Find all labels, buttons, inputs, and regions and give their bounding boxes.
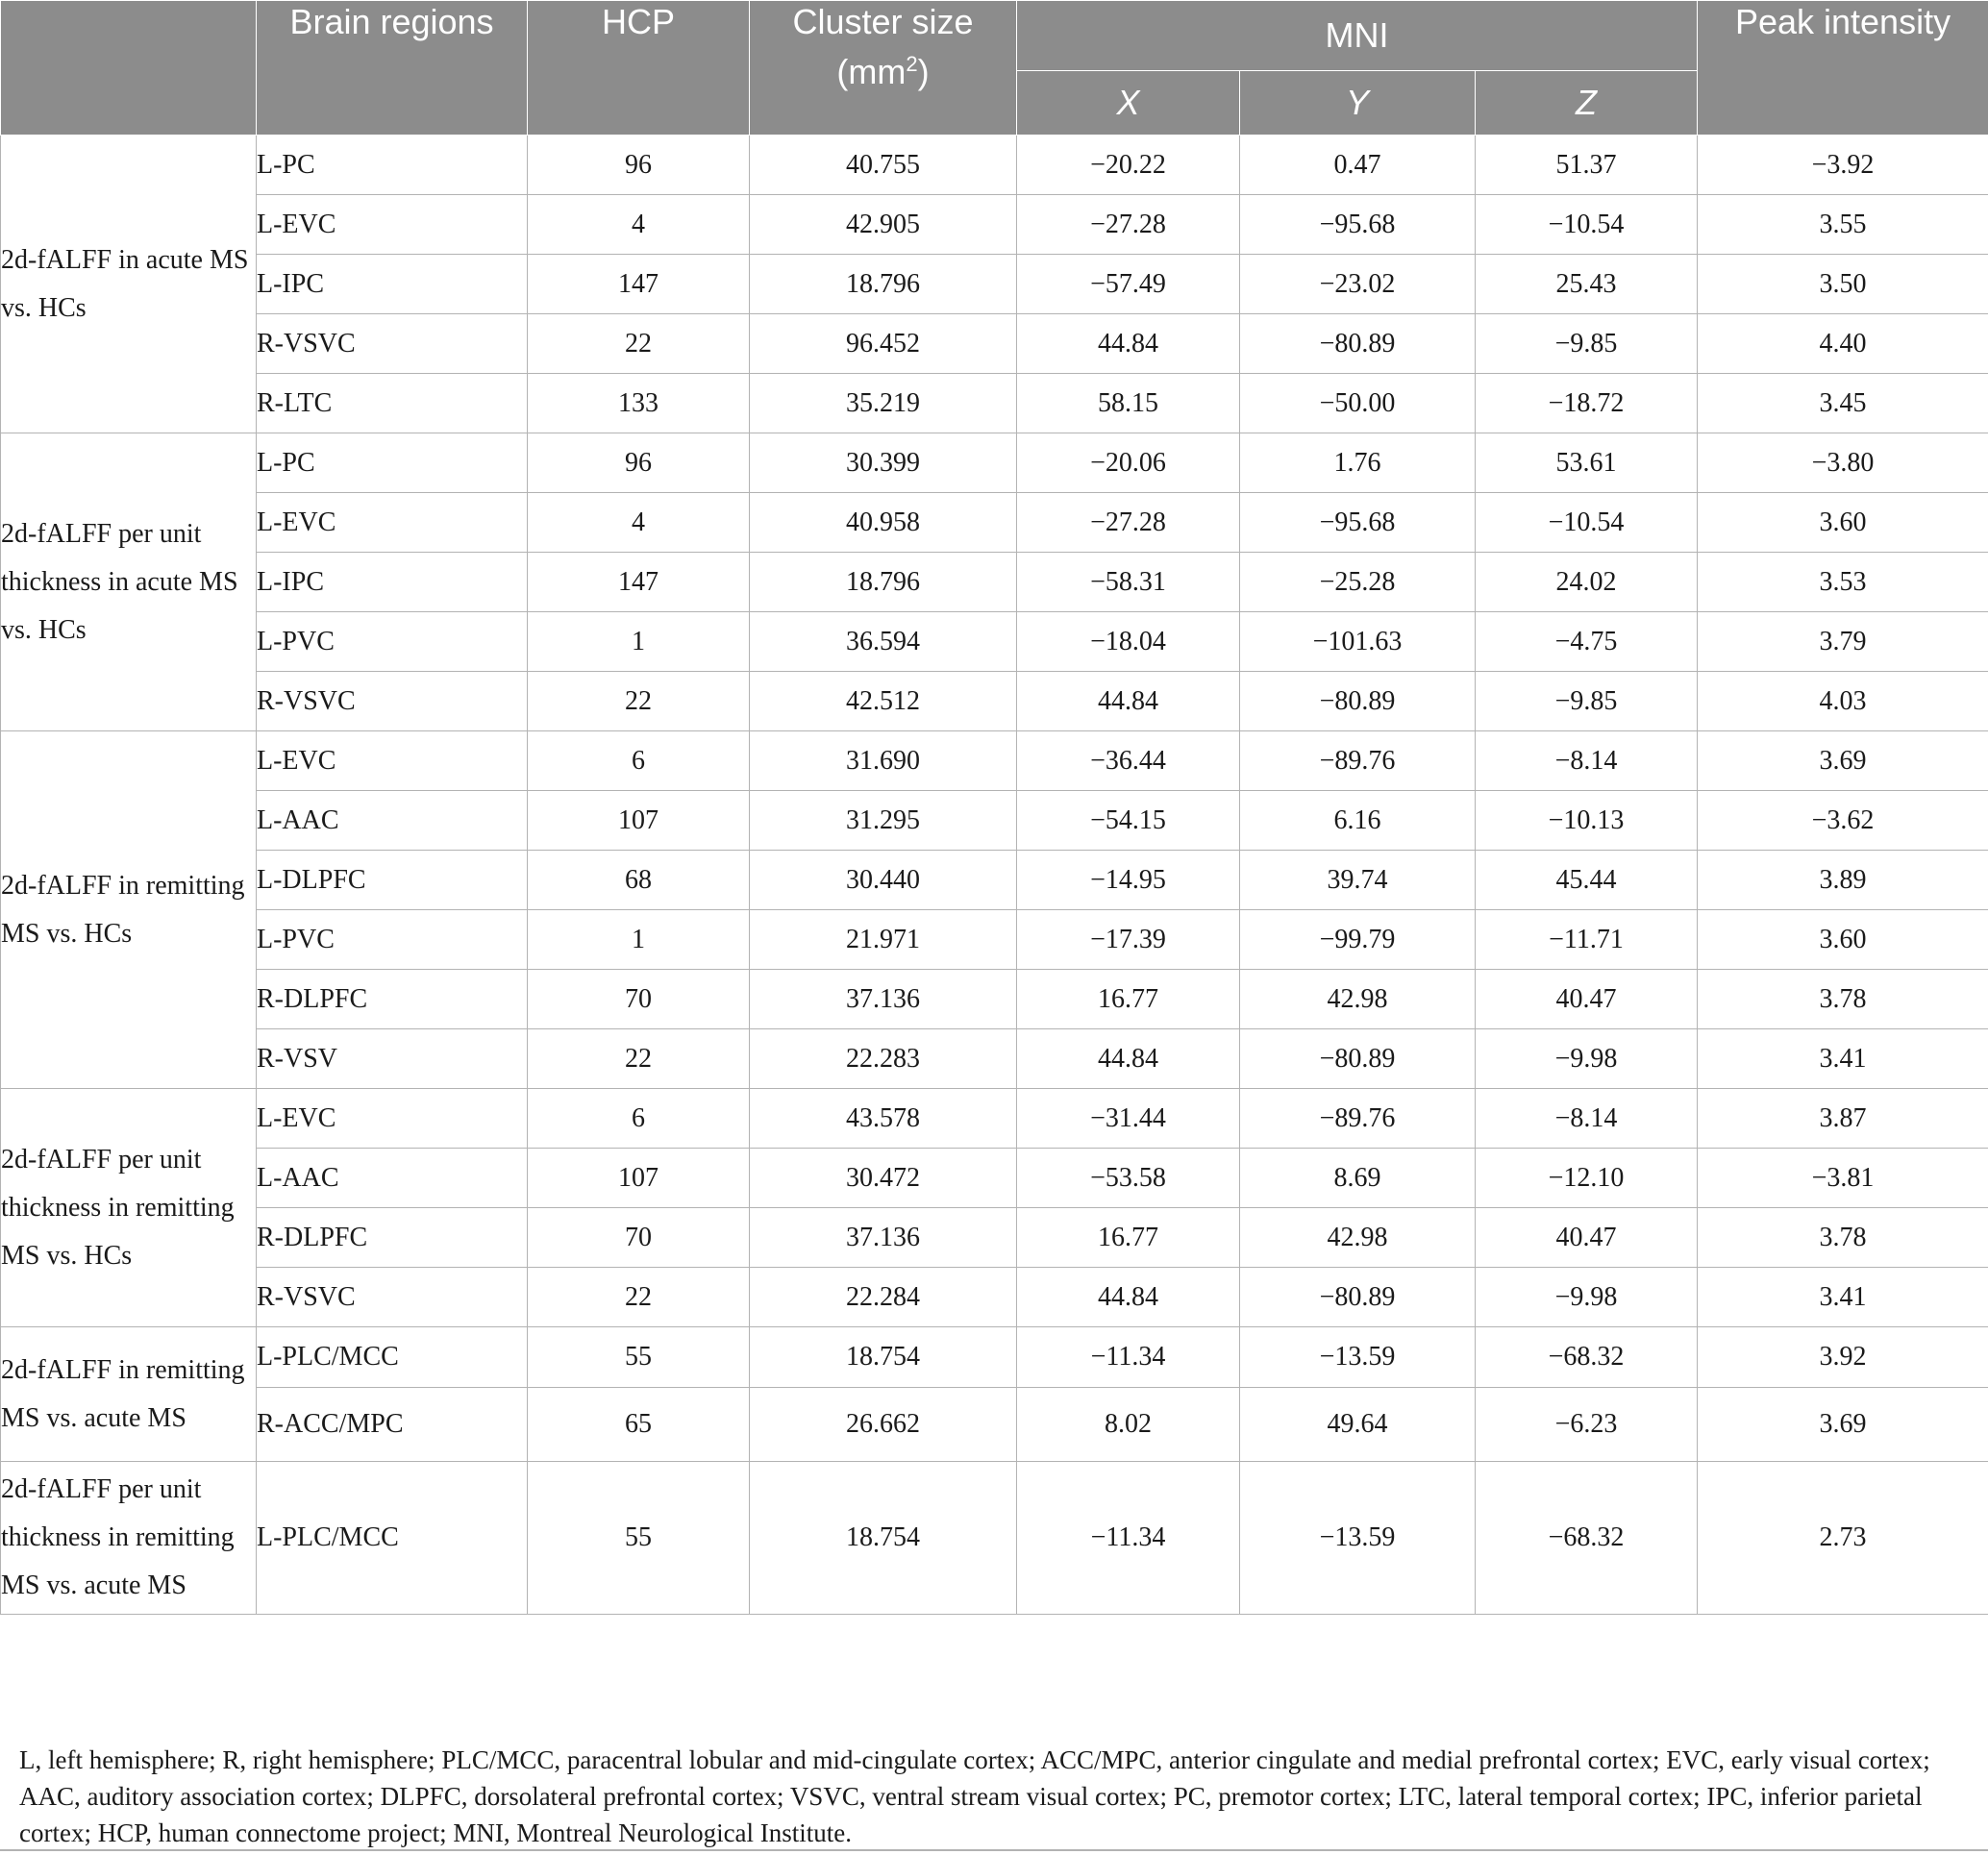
group-label: 2d-fALFF in remitting MS vs. HCs [1, 731, 257, 1089]
mni-z-cell: 24.02 [1476, 553, 1698, 612]
cluster-size-cell: 36.594 [750, 612, 1017, 672]
hcp-cell: 22 [528, 672, 750, 731]
mni-y-cell: −101.63 [1240, 612, 1476, 672]
table-row [1, 1029, 1988, 1089]
brain-region-cell: R-DLPFC [257, 1208, 528, 1268]
mni-x-cell: 16.77 [1017, 970, 1240, 1029]
cluster-size-cell: 40.755 [750, 136, 1017, 195]
mni-z-cell: −9.85 [1476, 672, 1698, 731]
table-row [1, 1268, 1988, 1327]
table-row [1, 851, 1988, 910]
brain-region-cell: L-AAC [257, 791, 528, 851]
peak-intensity-cell: 3.41 [1698, 1029, 1988, 1089]
mni-y-cell: 1.76 [1240, 433, 1476, 493]
mni-y-cell: −95.68 [1240, 195, 1476, 255]
header-cluster-size [750, 1, 1017, 136]
peak-intensity-cell: 3.55 [1698, 195, 1988, 255]
cluster-size-cell: 37.136 [750, 1208, 1017, 1268]
peak-intensity-cell: 3.69 [1698, 731, 1988, 791]
peak-intensity-cell: −3.92 [1698, 136, 1988, 195]
mni-x-cell: −53.58 [1017, 1149, 1240, 1208]
peak-intensity-cell: 3.60 [1698, 493, 1988, 553]
table-row [1, 1462, 1988, 1615]
table-row [1, 433, 1988, 493]
table-row [1, 791, 1988, 851]
bottom-rule [0, 1849, 1988, 1851]
peak-intensity-cell: 3.89 [1698, 851, 1988, 910]
brain-region-cell: R-VSVC [257, 314, 528, 374]
peak-intensity-cell: 3.45 [1698, 374, 1988, 433]
cluster-size-cell: 43.578 [750, 1089, 1017, 1149]
mni-z-cell: −8.14 [1476, 1089, 1698, 1149]
peak-intensity-cell: −3.80 [1698, 433, 1988, 493]
hcp-cell: 70 [528, 970, 750, 1029]
table-row [1, 1089, 1988, 1149]
mni-x-cell: −18.04 [1017, 612, 1240, 672]
table-row [1, 672, 1988, 731]
table-row [1, 136, 1988, 195]
table-row [1, 314, 1988, 374]
mni-x-cell: 58.15 [1017, 374, 1240, 433]
brain-region-cell: R-DLPFC [257, 970, 528, 1029]
peak-intensity-cell: 3.78 [1698, 1208, 1988, 1268]
peak-intensity-cell: −3.62 [1698, 791, 1988, 851]
brain-region-cell: R-ACC/MPC [257, 1388, 528, 1462]
cluster-size-cell: 31.295 [750, 791, 1017, 851]
mni-x-cell: −20.22 [1017, 136, 1240, 195]
mni-z-cell: 40.47 [1476, 970, 1698, 1029]
brain-region-cell: L-EVC [257, 493, 528, 553]
mni-z-cell: −4.75 [1476, 612, 1698, 672]
mni-x-cell: −31.44 [1017, 1089, 1240, 1149]
peak-intensity-cell: 3.50 [1698, 255, 1988, 314]
brain-region-cell: L-PVC [257, 612, 528, 672]
cluster-size-label: Cluster size [792, 2, 974, 41]
hcp-cell: 1 [528, 612, 750, 672]
cluster-size-cell: 40.958 [750, 493, 1017, 553]
hcp-cell: 4 [528, 493, 750, 553]
hcp-cell: 22 [528, 1029, 750, 1089]
mni-y-cell: −80.89 [1240, 1268, 1476, 1327]
mni-x-cell: 44.84 [1017, 1029, 1240, 1089]
table-row [1, 195, 1988, 255]
mni-x-cell: −36.44 [1017, 731, 1240, 791]
hcp-cell: 4 [528, 195, 750, 255]
table-row [1, 1208, 1988, 1268]
brain-region-cell: L-PC [257, 433, 528, 493]
brain-region-cell: L-DLPFC [257, 851, 528, 910]
cluster-size-cell: 30.399 [750, 433, 1017, 493]
cluster-size-cell: 30.440 [750, 851, 1017, 910]
cluster-size-cell: 42.905 [750, 195, 1017, 255]
table-row [1, 970, 1988, 1029]
table-row [1, 553, 1988, 612]
brain-region-cell: L-PLC/MCC [257, 1462, 528, 1615]
mni-y-cell: 6.16 [1240, 791, 1476, 851]
cluster-size-unit [750, 43, 1016, 93]
mni-z-cell: −9.98 [1476, 1029, 1698, 1089]
group-label: 2d-fALFF in acute MS vs. HCs [1, 136, 257, 433]
cluster-size-cell: 31.690 [750, 731, 1017, 791]
mni-z-cell: −10.54 [1476, 493, 1698, 553]
header-x: X [1017, 71, 1240, 136]
cluster-size-cell: 18.754 [750, 1327, 1017, 1388]
mni-x-cell: 44.84 [1017, 1268, 1240, 1327]
header-hcp: HCP [528, 1, 750, 136]
cluster-unit-text: (mm [836, 52, 907, 91]
hcp-cell: 55 [528, 1462, 750, 1615]
group-label: 2d-fALFF per unit thickness in acute MS vs. HCs [1, 433, 257, 731]
cluster-size-cell: 21.971 [750, 910, 1017, 970]
header-y: Y [1240, 71, 1476, 136]
mni-x-cell: −20.06 [1017, 433, 1240, 493]
mni-x-cell: −27.28 [1017, 195, 1240, 255]
group-label: 2d-fALFF per unit thickness in remitting MS vs. acute MS [1, 1462, 257, 1615]
peak-intensity-cell: 3.53 [1698, 553, 1988, 612]
hcp-cell: 1 [528, 910, 750, 970]
mni-y-cell: −95.68 [1240, 493, 1476, 553]
mni-y-cell: 39.74 [1240, 851, 1476, 910]
brain-region-cell: L-PLC/MCC [257, 1327, 528, 1388]
brain-region-cell: R-VSVC [257, 672, 528, 731]
mni-z-cell: −18.72 [1476, 374, 1698, 433]
hcp-cell: 22 [528, 1268, 750, 1327]
mni-z-cell: −68.32 [1476, 1462, 1698, 1615]
peak-intensity-cell: 3.79 [1698, 612, 1988, 672]
cluster-size-cell: 35.219 [750, 374, 1017, 433]
brain-region-cell: L-EVC [257, 195, 528, 255]
cluster-size-cell: 18.754 [750, 1462, 1017, 1615]
mni-y-cell: 49.64 [1240, 1388, 1476, 1462]
table-row [1, 612, 1988, 672]
mni-z-cell: 51.37 [1476, 136, 1698, 195]
mni-x-cell: −14.95 [1017, 851, 1240, 910]
hcp-cell: 107 [528, 1149, 750, 1208]
group-label: 2d-fALFF in remitting MS vs. acute MS [1, 1327, 257, 1462]
brain-region-cell: L-PVC [257, 910, 528, 970]
cluster-unit-sup: 2 [906, 52, 918, 76]
mni-z-cell: −9.85 [1476, 314, 1698, 374]
mni-x-cell: 8.02 [1017, 1388, 1240, 1462]
header-mni: MNI [1017, 1, 1698, 71]
hcp-cell: 133 [528, 374, 750, 433]
hcp-cell: 107 [528, 791, 750, 851]
mni-z-cell: −11.71 [1476, 910, 1698, 970]
table-body [1, 136, 1988, 1615]
mni-y-cell: −89.76 [1240, 731, 1476, 791]
mni-z-cell: 40.47 [1476, 1208, 1698, 1268]
table-row [1, 1388, 1988, 1462]
cluster-size-cell: 22.284 [750, 1268, 1017, 1327]
peak-intensity-cell: −3.81 [1698, 1149, 1988, 1208]
mni-x-cell: −11.34 [1017, 1327, 1240, 1388]
peak-intensity-cell: 4.40 [1698, 314, 1988, 374]
mni-z-cell: −9.98 [1476, 1268, 1698, 1327]
mni-x-cell: 16.77 [1017, 1208, 1240, 1268]
brain-region-cell: L-EVC [257, 1089, 528, 1149]
mni-z-cell: −6.23 [1476, 1388, 1698, 1462]
peak-intensity-cell: 4.03 [1698, 672, 1988, 731]
hcp-cell: 96 [528, 136, 750, 195]
mni-y-cell: −25.28 [1240, 553, 1476, 612]
mni-z-cell: 25.43 [1476, 255, 1698, 314]
brain-region-cell: R-VSVC [257, 1268, 528, 1327]
peak-intensity-cell: 3.78 [1698, 970, 1988, 1029]
brain-region-cell: R-LTC [257, 374, 528, 433]
mni-y-cell: −23.02 [1240, 255, 1476, 314]
header-peak-intensity: Peak intensity [1698, 1, 1988, 136]
mni-z-cell: −10.13 [1476, 791, 1698, 851]
cluster-size-cell: 37.136 [750, 970, 1017, 1029]
brain-region-cell: L-EVC [257, 731, 528, 791]
cluster-size-cell: 22.283 [750, 1029, 1017, 1089]
mni-x-cell: −11.34 [1017, 1462, 1240, 1615]
brain-region-cell: L-IPC [257, 553, 528, 612]
mni-y-cell: 0.47 [1240, 136, 1476, 195]
header-brain-regions: Brain regions [257, 1, 528, 136]
mni-y-cell: −80.89 [1240, 314, 1476, 374]
brain-region-cell: L-IPC [257, 255, 528, 314]
hcp-cell: 55 [528, 1327, 750, 1388]
cluster-size-cell: 30.472 [750, 1149, 1017, 1208]
peak-intensity-cell: 3.69 [1698, 1388, 1988, 1462]
mni-x-cell: 44.84 [1017, 672, 1240, 731]
mni-y-cell: 8.69 [1240, 1149, 1476, 1208]
hcp-cell: 70 [528, 1208, 750, 1268]
table-row [1, 374, 1988, 433]
mni-y-cell: −99.79 [1240, 910, 1476, 970]
table-footnote: L, left hemisphere; R, right hemisphere; PLC/MCC, paracentral lobular and mid-cingulate cortex; ACC/MPC, anterior cingulate and medial prefrontal cortex; EVC, early visual cortex; AAC, auditory association cortex; DLPFC, dorsolateral prefrontal cortex; VSVC, ventral stream visual cortex; PC, premotor cortex; LTC, lateral temporal cortex; IPC, inferior parietal cortex; HCP, human connectome project; MNI, Montreal Neurological Institute. [19, 1745, 1930, 1847]
table-row [1, 1149, 1988, 1208]
cluster-size-cell: 42.512 [750, 672, 1017, 731]
peak-intensity-cell: 3.41 [1698, 1268, 1988, 1327]
group-label: 2d-fALFF per unit thickness in remitting MS vs. HCs [1, 1089, 257, 1327]
hcp-cell: 6 [528, 1089, 750, 1149]
table-header [1, 1, 1988, 136]
mni-y-cell: −89.76 [1240, 1089, 1476, 1149]
hcp-cell: 96 [528, 433, 750, 493]
mni-y-cell: 42.98 [1240, 1208, 1476, 1268]
table-row [1, 910, 1988, 970]
mni-x-cell: −17.39 [1017, 910, 1240, 970]
hcp-cell: 147 [528, 553, 750, 612]
hcp-cell: 147 [528, 255, 750, 314]
brain-region-cell: L-AAC [257, 1149, 528, 1208]
brain-region-cell: R-VSV [257, 1029, 528, 1089]
peak-intensity-cell: 2.73 [1698, 1462, 1988, 1615]
mni-y-cell: 42.98 [1240, 970, 1476, 1029]
hcp-cell: 65 [528, 1388, 750, 1462]
table-row [1, 255, 1988, 314]
table-row [1, 493, 1988, 553]
mni-z-cell: −12.10 [1476, 1149, 1698, 1208]
mni-z-cell: 53.61 [1476, 433, 1698, 493]
mni-y-cell: −50.00 [1240, 374, 1476, 433]
table-row [1, 1327, 1988, 1388]
mni-x-cell: −57.49 [1017, 255, 1240, 314]
peak-intensity-cell: 3.92 [1698, 1327, 1988, 1388]
header-z: Z [1476, 71, 1698, 136]
cluster-size-cell: 18.796 [750, 255, 1017, 314]
mni-x-cell: −27.28 [1017, 493, 1240, 553]
mni-x-cell: 44.84 [1017, 314, 1240, 374]
mni-y-cell: −80.89 [1240, 1029, 1476, 1089]
header-group [1, 1, 257, 136]
hcp-cell: 22 [528, 314, 750, 374]
cluster-unit-close: ) [917, 52, 930, 91]
peak-intensity-cell: 3.87 [1698, 1089, 1988, 1149]
mni-x-cell: −54.15 [1017, 791, 1240, 851]
cluster-size-cell: 26.662 [750, 1388, 1017, 1462]
hcp-cell: 6 [528, 731, 750, 791]
mni-y-cell: −13.59 [1240, 1327, 1476, 1388]
cluster-size-cell: 18.796 [750, 553, 1017, 612]
mni-y-cell: −80.89 [1240, 672, 1476, 731]
mni-z-cell: −10.54 [1476, 195, 1698, 255]
hcp-cell: 68 [528, 851, 750, 910]
mni-z-cell: 45.44 [1476, 851, 1698, 910]
mni-z-cell: −8.14 [1476, 731, 1698, 791]
brain-region-cell: L-PC [257, 136, 528, 195]
cluster-size-cell: 96.452 [750, 314, 1017, 374]
mni-z-cell: −68.32 [1476, 1327, 1698, 1388]
mni-x-cell: −58.31 [1017, 553, 1240, 612]
mni-y-cell: −13.59 [1240, 1462, 1476, 1615]
peak-intensity-cell: 3.60 [1698, 910, 1988, 970]
table-row [1, 731, 1988, 791]
